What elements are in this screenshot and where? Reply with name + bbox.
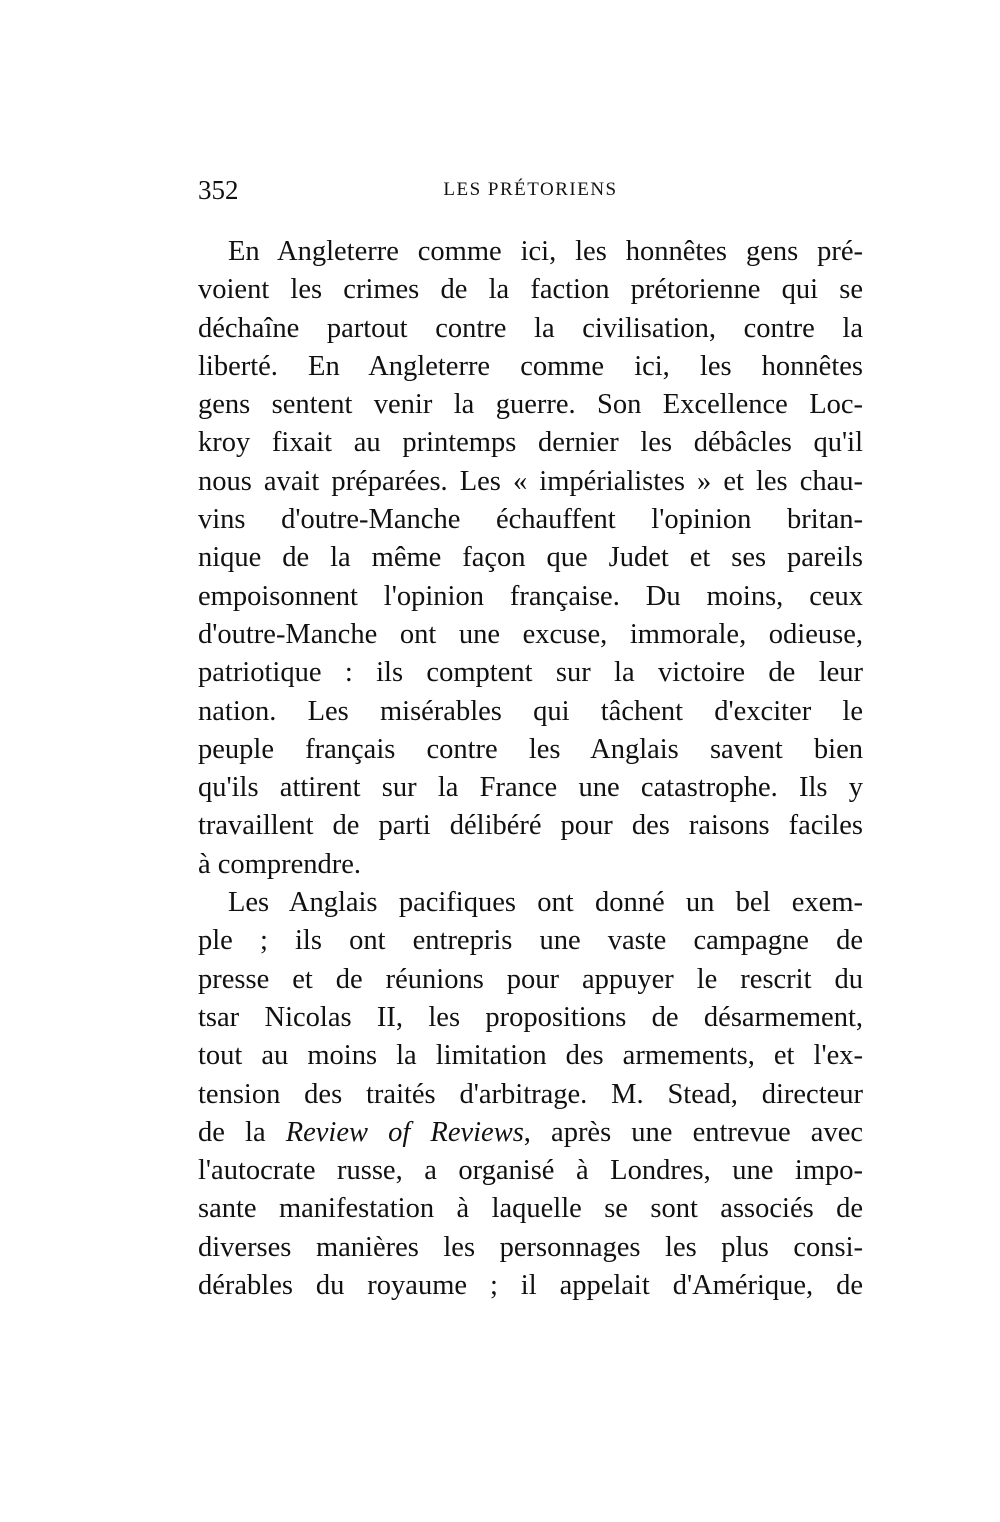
text-line: voient les crimes de la faction prétorienne qui se [198, 274, 863, 306]
text-line: nous avait préparées. Les « impérialistes » et les chau- [198, 465, 863, 497]
text-line: tension des traités d'arbitrage. M. Stead, directeur [198, 1078, 863, 1110]
text-line: qu'ils attirent sur la France une catastrophe. Ils y [198, 772, 863, 804]
page-header [198, 174, 863, 206]
text-line: tsar Nicolas II, les propositions de désarmement, [198, 1001, 863, 1033]
text-line: tout au moins la limitation des armements, et l'ex- [198, 1040, 863, 1072]
text-line: gens sentent venir la guerre. Son Excellence Loc- [198, 389, 863, 421]
text-line: diverses manières les personnages les plus consi- [198, 1231, 863, 1263]
text-line: peuple français contre les Anglais savent bien [198, 733, 863, 765]
text-line: empoisonnent l'opinion française. Du moins, ceux [198, 580, 863, 612]
text-line: En Angleterre comme ici, les honnêtes gens pré- [228, 236, 863, 267]
page-number: 352 [198, 175, 239, 205]
text-line: presse et de réunions pour appuyer le rescrit du [198, 963, 863, 995]
running-title: LES PRÉTORIENS [443, 179, 618, 200]
text-line: dérables du royaume ; il appelait d'Amérique, de [198, 1270, 863, 1302]
text-line: déchaîne partout contre la civilisation, contre la [198, 312, 863, 344]
text-line: de la Review of Reviews, après une entrevue avec [198, 1116, 863, 1148]
text-line: Les Anglais pacifiques ont donné un bel exem- [228, 887, 863, 919]
text-line: nique de la même façon que Judet et ses pareils [198, 542, 863, 574]
text-line: à comprendre. [198, 848, 361, 880]
text-line: kroy fixait au printemps dernier les débâcles qu'il [198, 427, 863, 459]
journal-title: Review of Reviews [285, 1116, 524, 1148]
text-line: travaillent de parti délibéré pour des raisons faciles [198, 810, 863, 842]
text-line: liberté. En Angleterre comme ici, les honnêtes [198, 350, 863, 382]
text-line: l'autocrate russe, a organisé à Londres, une impo- [198, 1155, 863, 1187]
text-line: vins d'outre-Manche échauffent l'opinion britan- [198, 504, 863, 536]
text-line: ple ; ils ont entrepris une vaste campagne de [198, 925, 863, 957]
text-line: sante manifestation à laquelle se sont associés de [198, 1193, 863, 1225]
text-line: patriotique : ils comptent sur la victoire de leur [198, 657, 863, 689]
body-text [198, 233, 863, 1305]
text-line: nation. Les misérables qui tâchent d'exciter le [198, 695, 863, 727]
text-line: d'outre-Manche ont une excuse, immorale, odieuse, [198, 618, 863, 650]
